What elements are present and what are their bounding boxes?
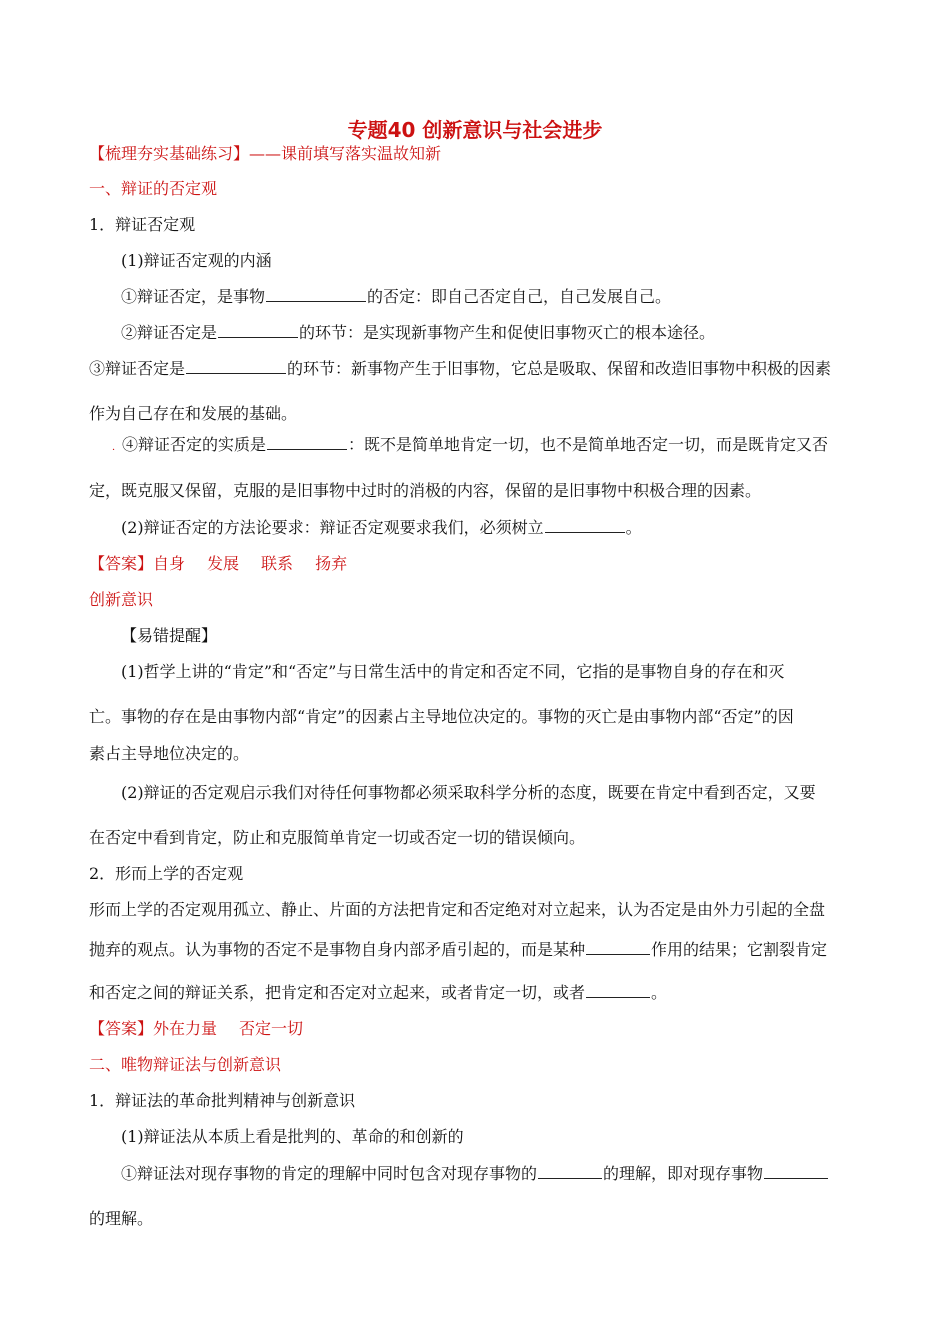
question-continuation: 的理解。 [89,1209,154,1228]
question-text: ①辩证法对现存事物的肯定的理解中同时包含对现存事物的 [121,1164,538,1183]
item-1-heading: 1．辩证否定观 [89,215,196,234]
question-text: 抛弃的观点。认为事物的否定不是事物自身内部矛盾引起的，而是某种 [89,940,586,959]
question-text: ①辩证否定，是事物 [121,287,266,306]
tip-text: 在否定中看到肯定，防止和克服简单肯定一切或否定一切的错误倾向。 [89,828,586,847]
question-text: 和否定之间的辩证关系，把肯定和否定对立起来，或者肯定一切，或者 [89,983,586,1002]
question-line [121,1163,829,1185]
question-text: 的环节：新事物产生于旧事物，它总是吸取、保留和改造旧事物中积极的因素 [287,359,832,378]
question-text: ：既不是简单地肯定一切，也不是简单地否定一切，而是既肯定又否 [348,435,829,454]
section-heading-2: 二、唯物辩证法与创新意识 [89,1055,282,1074]
answer-item: 否定一切 [239,1019,304,1038]
subitem-1-heading: (1)辩证法从本质上看是批判的、革命的和创新的 [121,1127,464,1146]
question-text: 的环节：是实现新事物产生和促使旧事物灭亡的根本途径。 [299,323,716,342]
answer-line [89,553,347,575]
item-1-heading: 1．辩证法的革命批判精神与创新意识 [89,1091,356,1110]
stray-mark: ． [112,442,122,453]
question-line [89,939,827,961]
fill-blank[interactable] [586,940,650,955]
question-line [89,982,667,1004]
fill-blank[interactable] [266,287,366,302]
subtitle: 【梳理夯实基础练习】——课前填写落实温故知新 [89,144,442,163]
question-text: 。 [651,983,668,1002]
section-heading-1: 一、辩证的否定观 [89,179,218,198]
question-line [121,517,642,539]
question-text: 作用的结果；它割裂肯定 [651,940,828,959]
question-line [89,358,831,380]
question-text: 。 [625,518,642,537]
question-line [121,322,715,344]
page-title: 专题40 创新意识与社会进步 [347,118,603,142]
answer-item: 外在力量 [153,1019,218,1038]
question-text: ②辩证否定是 [121,323,218,342]
tip-text: (2)辩证的否定观启示我们对待任何事物都必须采取科学分析的态度，既要在肯定中看到否定，又要 [121,783,816,802]
question-text: 的否定：即自己否定自己，自己发展自己。 [367,287,672,306]
question-text: (2)辩证否定的方法论要求：辩证否定观要求我们，必须树立 [121,518,544,537]
answer-label: 【答案】 [89,1019,154,1038]
answer-line [89,1018,303,1040]
fill-blank[interactable] [267,435,347,450]
tip-heading: 【易错提醒】 [121,626,218,645]
answer-item: 扬弃 [315,554,348,573]
answer-extra: 创新意识 [89,590,154,609]
tip-text: 素占主导地位决定的。 [89,744,250,763]
question-continuation: 定，既克服又保留，克服的是旧事物中过时的消极的内容，保留的是旧事物中积极合理的因素。 [89,481,762,500]
answer-label: 【答案】 [89,554,154,573]
question-line [112,434,828,459]
fill-blank[interactable] [545,518,625,533]
body-text: 形而上学的否定观用孤立、静止、片面的方法把肯定和否定绝对对立起来，认为否定是由外力引起的全盘 [89,900,826,919]
fill-blank[interactable] [218,323,298,338]
question-continuation: 作为自己存在和发展的基础。 [89,404,298,423]
item-2-heading: 2．形而上学的否定观 [89,864,244,883]
fill-blank[interactable] [586,983,650,998]
question-text: 的理解，即对现存事物 [603,1164,764,1183]
question-text: ③辩证否定是 [89,359,186,378]
fill-blank[interactable] [538,1164,602,1179]
question-text: ④辩证否定的实质是 [122,435,267,454]
question-line [121,286,671,308]
fill-blank[interactable] [186,359,286,374]
answer-item: 联系 [261,554,294,573]
tip-text: (1)哲学上讲的“肯定”和“否定”与日常生活中的肯定和否定不同，它指的是事物自身的存在和灭 [121,662,785,681]
answer-item: 自身 [153,554,186,573]
tip-text: 亡。事物的存在是由事物内部“肯定”的因素占主导地位决定的。事物的灭亡是由事物内部“否定”的因 [89,707,794,726]
subitem-1-heading: (1)辩证否定观的内涵 [121,251,272,270]
fill-blank[interactable] [764,1164,828,1179]
answer-item: 发展 [207,554,240,573]
